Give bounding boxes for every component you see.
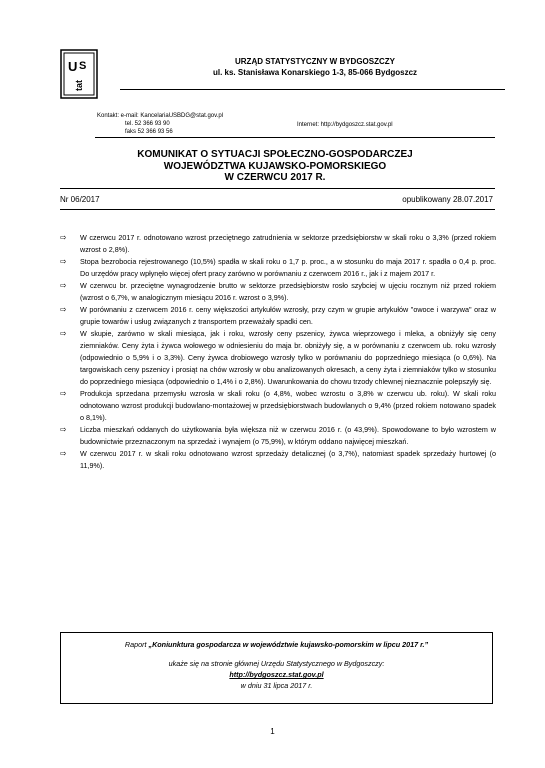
list-item: [60, 280, 496, 304]
header-divider: [120, 89, 505, 90]
report-title: „Koniunktura gospodarcza w województwie kujawsko-pomorskim w lipcu 2017 r.”: [148, 640, 429, 649]
arrow-right-icon: ⇨: [60, 389, 67, 398]
institution-header: [130, 56, 500, 78]
document-title: [60, 149, 490, 184]
bullet-text: W porównaniu z czerwcem 2016 r. ceny większości artykułów wzrosły, przy czym w grupie artykułów "owoce i warzywa" oraz w grupie towarów i usług związanych z transportem przeważały spadki cen.: [80, 305, 496, 326]
arrow-right-icon: ⇨: [60, 281, 67, 290]
list-item: [60, 448, 496, 472]
arrow-right-icon: ⇨: [60, 233, 67, 242]
list-item: [60, 388, 496, 424]
arrow-right-icon: ⇨: [60, 257, 67, 266]
title-line-2: WOJEWÓDZTWA KUJAWSKO-POMORSKIEGO: [163, 160, 387, 172]
list-item: [60, 256, 496, 280]
summary-bullet-list: [60, 232, 496, 472]
bullet-text: Produkcja sprzedana przemysłu wzrosła w skali roku (o 4,8%, wobec wzrostu o 3,8% w czerwcu ub. roku). W skali roku odnotowano wzrost produkcji budowlano-montażowej w przedsiębiorstwach budowlanych o 9,4% (przed rokiem notowano spadek o 8,1%).: [80, 389, 496, 422]
contact-tel: tel. 52 366 93 90: [125, 121, 170, 127]
title-line-3: W CZERWCU 2017 R.: [224, 172, 326, 183]
us-stat-logo: [60, 49, 98, 99]
bullet-text: W czerwcu br. przeciętne wynagrodzenie brutto w sektorze przedsiębiorstw rosło szybciej w ujęciu rocznym niż przed rokiem (wzrost o 6,7%, w analogicznym miesiącu 2016 r. wzrost o 3,9%).: [80, 281, 496, 302]
list-item: [60, 232, 496, 256]
contact-divider: [95, 137, 495, 138]
list-item: [60, 304, 496, 328]
institution-name: URZĄD STATYSTYCZNY W BYDGOSZCZY: [235, 57, 395, 66]
arrow-right-icon: ⇨: [60, 329, 67, 338]
arrow-right-icon: ⇨: [60, 305, 67, 314]
page-number: 1: [270, 727, 275, 736]
report-url-link[interactable]: http://bydgoszcz.stat.gov.pl: [229, 670, 324, 679]
title-divider-top: [60, 188, 495, 189]
report-date: w dniu 31 lipca 2017 r.: [240, 681, 313, 690]
contact-internet: Internet: http://bydgoszcz.stat.gov.pl: [297, 122, 393, 128]
svg-text:U: U: [68, 59, 78, 74]
arrow-right-icon: ⇨: [60, 449, 67, 458]
bullet-text: Liczba mieszkań oddanych do użytkowania była większa niż w czerwcu 2016 r. (o 43,9%). Spowodowane to było wzrostem w budownictwie przeznaczonym na sprzedaż i wynajem (o 75,9%), w którym oddano najwięcej mieszkań.: [80, 425, 496, 446]
bullet-text: W czerwcu 2017 r. odnotowano wzrost przeciętnego zatrudnienia w sektorze przedsiębiorstw w skali roku o 3,3% (przed rokiem wzrost o 2,8%).: [80, 233, 496, 254]
list-item: [60, 328, 496, 388]
bullet-text: Stopa bezrobocia rejestrowanego (10,5%) spadła w skali roku o 1,7 p. proc., a w stosunku do maja 2017 r. spadła o 0,4 p. proc. Do urzędów pracy wpłynęło więcej ofert pracy zarówno w porównaniu z czerwcem 2016 r., jak i z majem 2017 r.: [80, 257, 496, 278]
publication-date: opublikowany 28.07.2017: [402, 195, 493, 204]
contact-email: Kontakt: e-mail: KancelariaUSBDG@stat.gov.pl: [97, 113, 224, 119]
institution-address: ul. ks. Stanisława Konarskiego 1-3, 85-066 Bydgoszcz: [212, 68, 418, 77]
title-line-1: KOMUNIKAT O SYTUACJI SPOŁECZNO-GOSPODARCZEJ: [137, 149, 413, 160]
svg-text:tat: tat: [74, 80, 84, 91]
report-prefix: Raport: [124, 640, 149, 649]
report-title-line: [61, 639, 492, 650]
svg-text:S: S: [79, 60, 87, 72]
list-item: [60, 424, 496, 448]
spacer: [61, 650, 492, 658]
report-availability: ukaże się na stronie głównej Urzędu Statystycznego w Bydgoszczy:: [168, 659, 385, 668]
bullet-text: W czerwcu 2017 r. w skali roku odnotowano wzrost sprzedaży detalicznej (o 3,7%), natomiast spadek sprzedaży hurtowej (o 11,9%).: [80, 449, 496, 470]
title-divider-bottom: [60, 209, 495, 210]
contact-fax: faks 52 366 93 56: [125, 129, 173, 135]
document-number: Nr 06/2017: [60, 195, 100, 204]
bullet-text: W skupie, zarówno w skali miesiąca, jak i roku, wzrosły ceny pszenicy, żywca wieprzowego i mleka, a obniżyły się ceny ziemniaków. Ceny żyta i żywca wołowego w odniesieniu do maja br. obniżyły się, a w porównaniu z czerwcem ub. roku wzrosły (odpowiednio o 5,9% i o 3,3%). Ceny żywca drobiowego wzrosły tylko w porównaniu do poprzedniego miesiąca (o 0,6%). Na targowiskach ceny pszenicy i prosiąt na chów wzrosły w obu analizowanych okresach, a ceny żyta i ziemniaków tylko w stosunku do poprzedniego miesiąca (odpowiednio o 1,4% i o 2,8%). Uwarunkowania do chowu trzody chlewnej nieznacznie polepszyły się.: [80, 329, 496, 386]
arrow-right-icon: ⇨: [60, 425, 67, 434]
report-announcement-box: [60, 632, 493, 704]
